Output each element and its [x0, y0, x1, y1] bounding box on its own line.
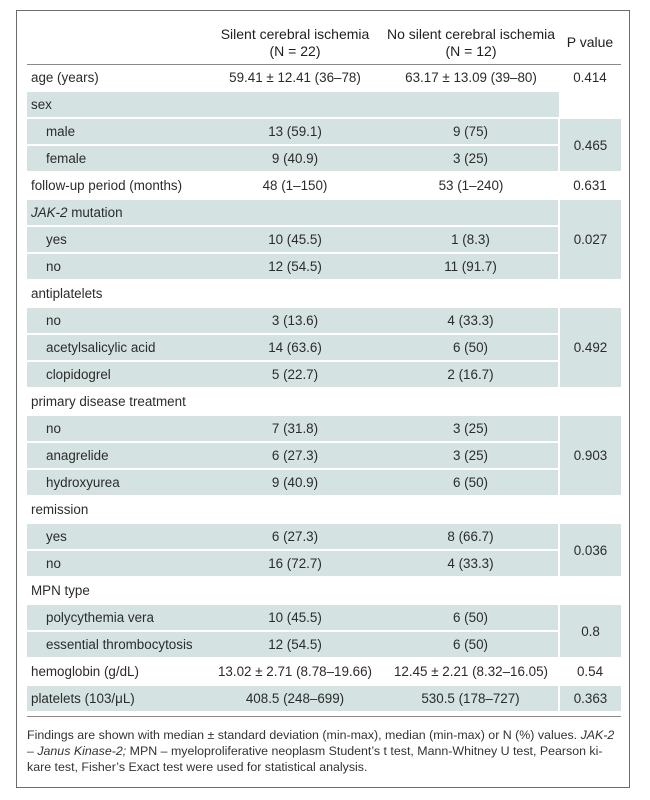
cell-p-value: 0.414: [559, 65, 621, 92]
row-label: remission: [27, 496, 207, 523]
cell-ischemia: [207, 388, 383, 415]
cell-no-ischemia: 6 (50): [383, 334, 559, 361]
cell-ischemia: 16 (72.7): [207, 550, 383, 577]
cell-p-value: [559, 388, 621, 415]
table-row: [27, 469, 621, 496]
row-label: hydroxyurea: [27, 469, 207, 496]
cell-ischemia: 408.5 (248–699): [207, 685, 383, 712]
row-label: hemoglobin (g/dL): [27, 658, 207, 685]
table-row: [27, 280, 621, 307]
cell-p-value: [559, 577, 621, 604]
header-col2-n: (N = 22): [269, 42, 321, 59]
cell-no-ischemia: 9 (75): [383, 118, 559, 145]
footnote-line1: Findings are shown with median ± standard deviation (min-max), median (min-max) or N (%) values.: [27, 728, 581, 742]
cell-p-value: 0.631: [559, 172, 621, 199]
cell-no-ischemia: 12.45 ± 2.21 (8.32–16.05): [383, 658, 559, 685]
cell-no-ischemia: 4 (33.3): [383, 550, 559, 577]
table-row: [27, 577, 621, 604]
table-row: [27, 442, 621, 469]
cell-ischemia: 9 (40.9): [207, 145, 383, 172]
cell-p-value: 0.54: [559, 658, 621, 685]
cell-p-value: 0.027: [559, 199, 621, 280]
cell-no-ischemia: 53 (1–240): [383, 172, 559, 199]
cell-ischemia: 13 (59.1): [207, 118, 383, 145]
cell-ischemia: [207, 199, 383, 226]
row-label: male: [27, 118, 207, 145]
table-row: [27, 550, 621, 577]
cell-ischemia: 3 (13.6): [207, 307, 383, 334]
table-row: [27, 118, 621, 145]
table-row: [27, 226, 621, 253]
cell-no-ischemia: 1 (8.3): [383, 226, 559, 253]
table-row: [27, 253, 621, 280]
cell-no-ischemia: 4 (33.3): [383, 307, 559, 334]
row-label: female: [27, 145, 207, 172]
table-row: [27, 307, 621, 334]
cell-p-value: 0.363: [559, 685, 621, 712]
cell-p-value: 0.8: [559, 604, 621, 658]
table-row: [27, 604, 621, 631]
cell-ischemia: 12 (54.5): [207, 253, 383, 280]
cell-no-ischemia: [383, 577, 559, 604]
header-col1: [27, 21, 207, 65]
table-row: [27, 496, 621, 523]
header-col2-title: Silent cerebral ischemia: [220, 25, 370, 42]
cell-no-ischemia: [383, 388, 559, 415]
table-row: [27, 145, 621, 172]
header-col3-title: No silent cerebral ischemia: [386, 25, 556, 42]
header-col2: [207, 21, 383, 65]
cell-no-ischemia: 3 (25): [383, 145, 559, 172]
table-row: [27, 199, 621, 226]
table-footnote: [27, 716, 621, 775]
cell-p-value: [559, 496, 621, 523]
row-label: sex: [27, 91, 207, 118]
jak2-italic-label: JAK-2: [31, 205, 68, 220]
row-label: antiplatelets: [27, 280, 207, 307]
table-row: [27, 334, 621, 361]
row-label: essential thrombocytosis: [27, 631, 207, 658]
table-row: [27, 91, 621, 118]
cell-no-ischemia: 6 (50): [383, 604, 559, 631]
cell-ischemia: 59.41 ± 12.41 (36–78): [207, 65, 383, 92]
row-label: MPN type: [27, 577, 207, 604]
cell-ischemia: [207, 280, 383, 307]
cell-ischemia: 7 (31.8): [207, 415, 383, 442]
row-label: yes: [27, 523, 207, 550]
header-row: [27, 21, 621, 65]
table-row: [27, 388, 621, 415]
cell-no-ischemia: 3 (25): [383, 442, 559, 469]
cell-ischemia: [207, 91, 383, 118]
cell-ischemia: 13.02 ± 2.71 (8.78–19.66): [207, 658, 383, 685]
header-col3: [383, 21, 559, 65]
header-col4: P value: [559, 21, 621, 65]
cell-ischemia: 6 (27.3): [207, 442, 383, 469]
cell-no-ischemia: 63.17 ± 13.09 (39–80): [383, 65, 559, 92]
cell-p-value: 0.903: [559, 415, 621, 496]
row-label: clopidogrel: [27, 361, 207, 388]
cell-ischemia: 12 (54.5): [207, 631, 383, 658]
row-label: polycythemia vera: [27, 604, 207, 631]
cell-no-ischemia: [383, 280, 559, 307]
row-label: [27, 199, 207, 226]
footnote-rest: MPN – myeloproliferative neoplasm Student’s t test, Mann-Whitney U test, Pearson ki-kare test, Fisher’s Exact test were used for statistical analysis.: [27, 744, 603, 774]
table-row: [27, 172, 621, 199]
row-label: no: [27, 253, 207, 280]
cell-no-ischemia: 3 (25): [383, 415, 559, 442]
row-label: platelets (103/μL): [27, 685, 207, 712]
cell-no-ischemia: 530.5 (178–727): [383, 685, 559, 712]
cell-no-ischemia: 11 (91.7): [383, 253, 559, 280]
cell-no-ischemia: 2 (16.7): [383, 361, 559, 388]
cell-no-ischemia: [383, 496, 559, 523]
cell-ischemia: 6 (27.3): [207, 523, 383, 550]
footnote-jak2-term: JAK-2 – Janus Kinase-2;: [27, 728, 615, 758]
cell-no-ischemia: 6 (50): [383, 469, 559, 496]
cell-ischemia: [207, 577, 383, 604]
header-col3-n: (N = 12): [445, 42, 497, 59]
row-label: age (years): [27, 65, 207, 92]
row-label: primary disease treatment: [27, 388, 207, 415]
cell-p-value: 0.492: [559, 307, 621, 388]
table-row: [27, 361, 621, 388]
data-table: [27, 21, 621, 713]
row-label: no: [27, 550, 207, 577]
table-row: [27, 65, 621, 92]
cell-p-value: 0.465: [559, 118, 621, 172]
jak2-label-suffix: mutation: [67, 205, 123, 220]
table-frame: [16, 10, 630, 788]
table-row: [27, 658, 621, 685]
table-row: [27, 523, 621, 550]
row-label: no: [27, 415, 207, 442]
row-label: anagrelide: [27, 442, 207, 469]
row-label: no: [27, 307, 207, 334]
cell-no-ischemia: [383, 199, 559, 226]
cell-p-value: 0.036: [559, 523, 621, 577]
table-row: [27, 415, 621, 442]
cell-p-value: [559, 91, 621, 118]
cell-no-ischemia: 6 (50): [383, 631, 559, 658]
cell-ischemia: 9 (40.9): [207, 469, 383, 496]
cell-ischemia: 10 (45.5): [207, 604, 383, 631]
cell-ischemia: 10 (45.5): [207, 226, 383, 253]
cell-p-value: [559, 280, 621, 307]
table-row: [27, 631, 621, 658]
cell-ischemia: [207, 496, 383, 523]
cell-ischemia: 5 (22.7): [207, 361, 383, 388]
cell-ischemia: 14 (63.6): [207, 334, 383, 361]
row-label: follow-up period (months): [27, 172, 207, 199]
cell-no-ischemia: 8 (66.7): [383, 523, 559, 550]
row-label: yes: [27, 226, 207, 253]
cell-no-ischemia: [383, 91, 559, 118]
cell-ischemia: 48 (1–150): [207, 172, 383, 199]
row-label: acetylsalicylic acid: [27, 334, 207, 361]
table-row: [27, 685, 621, 712]
